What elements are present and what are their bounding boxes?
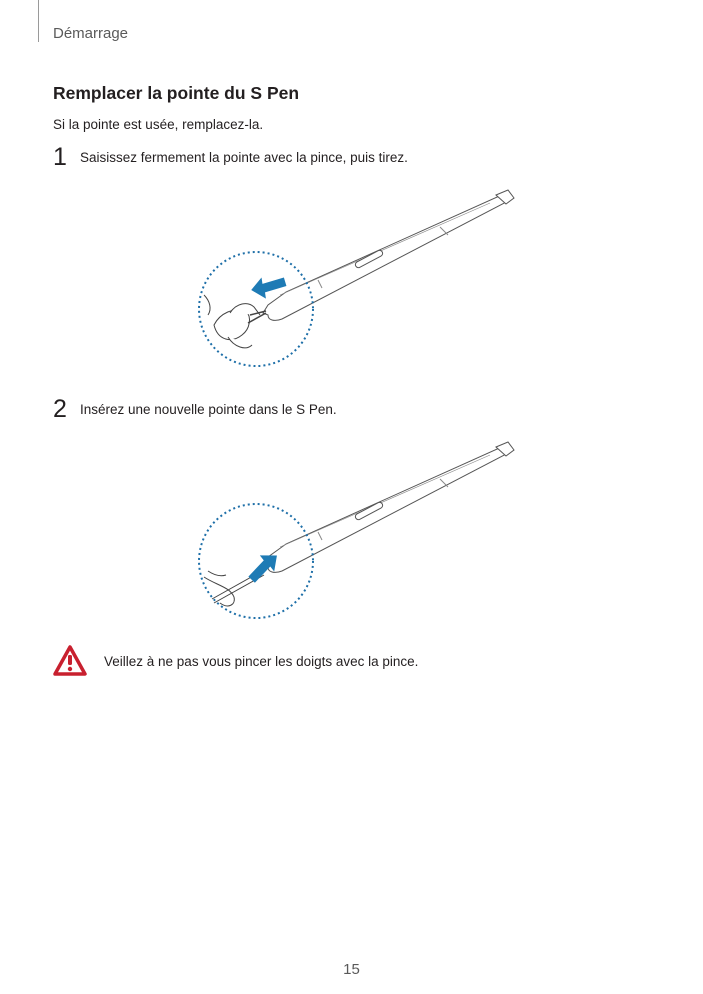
pen-nib-insertion-illustration: [190, 437, 520, 627]
step-text: Insérez une nouvelle pointe dans le S Pen.: [80, 402, 337, 417]
step-number: 1: [53, 143, 67, 171]
page-title: Remplacer la pointe du S Pen: [53, 83, 300, 103]
section-label: Démarrage: [53, 25, 129, 42]
intro-text: Si la pointe est usée, remplacez-la.: [53, 117, 264, 132]
s-pen-icon: [263, 190, 514, 320]
step-number: 2: [53, 395, 67, 423]
step-text: Saisissez fermement la pointe avec la pince, puis tirez.: [80, 150, 408, 165]
warning-icon: [53, 645, 87, 677]
s-pen-icon: [263, 442, 514, 572]
tweezers-hand-icon: [204, 295, 266, 348]
warning-text: Veillez à ne pas vous pincer les doigts avec la pince.: [104, 654, 419, 669]
page-number: 15: [343, 961, 360, 978]
header-divider: [38, 0, 39, 42]
pen-nib-removal-illustration: [190, 185, 520, 375]
